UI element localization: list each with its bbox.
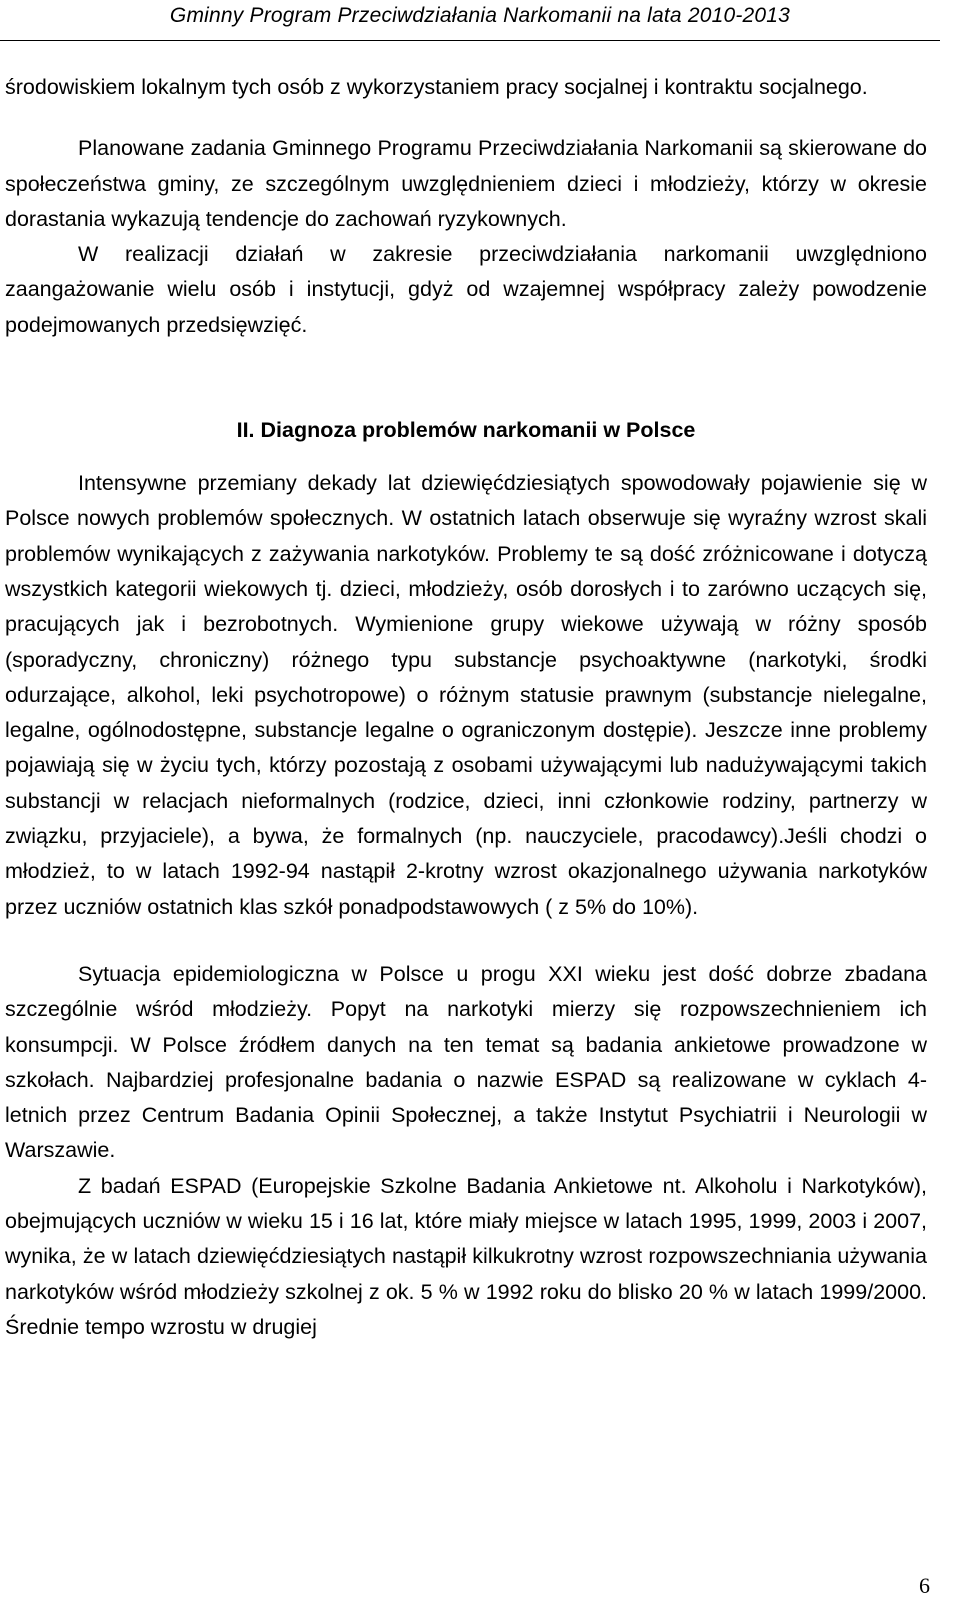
header-divider [0, 40, 940, 41]
spacer [5, 925, 927, 957]
paragraph-cooperation: W realizacji działań w zakresie przeciwdziałania narkomanii uwzględniono zaangażowanie wielu osób i instytucji, gdyż od wzajemnej współpracy zależy powodzenie podejmowanych przedsięwzięć. [5, 242, 927, 337]
page-number: 6 [919, 1573, 930, 1598]
document-body [5, 70, 927, 1345]
paragraph-continuation: środowiskiem lokalnym tych osób z wykorzystaniem pracy socjalnej i kontraktu socjalnego. [5, 75, 868, 99]
paragraph-diagnosis: Intensywne przemiany dekady lat dziewięćdziesiątych spowodowały pojawienie się w Polsce nowych problemów społecznych. W ostatnich latach obserwuje się wyraźny wzrost skali problemów wynikających z zażywania narkotyków. Problemy te są dość zróżnicowane i dotyczą wszystkich kategorii wiekowych tj. dzieci, młodzieży, osób dorosłych i to zarówno uczących się, pracujących jak i bezrobotnych. Wymienione grupy wiekowe używają w różny sposób (sporadyczny, chroniczny) różnego typu substancje psychoaktywne (narkotyki, środki odurzające, alkohol, leki psychotropowe) o różnym statusie prawnym (substancje nielegalne, legalne, ogólnodostępne, substancje legalne o ograniczonym dostępie). Jeszcze inne problemy pojawiają się w życiu tych, którzy pozostają z osobami używającymi lub nadużywającymi takich substancji w relacjach nieformalnych (rodzice, dzieci, inni członkowie rodziny, partnerzy w związku, przyjaciele), a bywa, że formalnych (np. nauczyciele, pracodawcy).Jeśli chodzi o młodzież, to w latach 1992-94 nastąpił 2-krotny wzrost okazjonalnego używania narkotyków przez uczniów ostatnich klas szkół ponadpodstawowych ( z 5% do 10%). [5, 471, 927, 919]
paragraph-epidemiology: Sytuacja epidemiologiczna w Polsce u progu XXI wieku jest dość dobrze zbadana szczególnie wśród młodzieży. Popyt na narkotyki mierzy się rozpowszechnieniem ich konsumpcji. W Polsce źródłem danych na ten temat są badania ankietowe prowadzone w szkołach. Najbardziej profesjonalne badania o nazwie ESPAD są realizowane w cyklach 4-letnich przez Centrum Badania Opinii Społecznej, a także Instytut Psychiatrii i Neurologii w Warszawie. [5, 961, 927, 1163]
spacer [5, 105, 927, 131]
page-header [0, 0, 960, 44]
header-title: Gminny Program Przeciwdziałania Narkomanii na lata 2010-2013 [169, 4, 791, 27]
paragraph-espad: Z badań ESPAD (Europejskie Szkolne Badania Ankietowe nt. Alkoholu i Narkotyków), obejmujących uczniów w wieku 15 i 16 lat, które miały miejsce w latach 1995, 1999, 2003 i 2007, wynika, że w latach dziewięćdziesiątych nastąpił kilkukrotny wzrost rozpowszechniania używania narkotyków wśród młodzieży szkolnej z ok. 5 % w 1992 roku do blisko 20 % w latach 1999/2000. Średnie tempo wzrostu w drugiej [5, 1173, 927, 1339]
paragraph-program-tasks: Planowane zadania Gminnego Programu Przeciwdziałania Narkomanii są skierowane do społeczeństwa gminy, ze szczególnym uwzględnieniem dzieci i młodzieży, którzy w okresie dorastania wykazują tendencje do zachowań ryzykownych. [5, 136, 927, 231]
spacer [5, 343, 927, 413]
section-heading: II. Diagnoza problemów narkomanii w Polsce [236, 418, 696, 443]
